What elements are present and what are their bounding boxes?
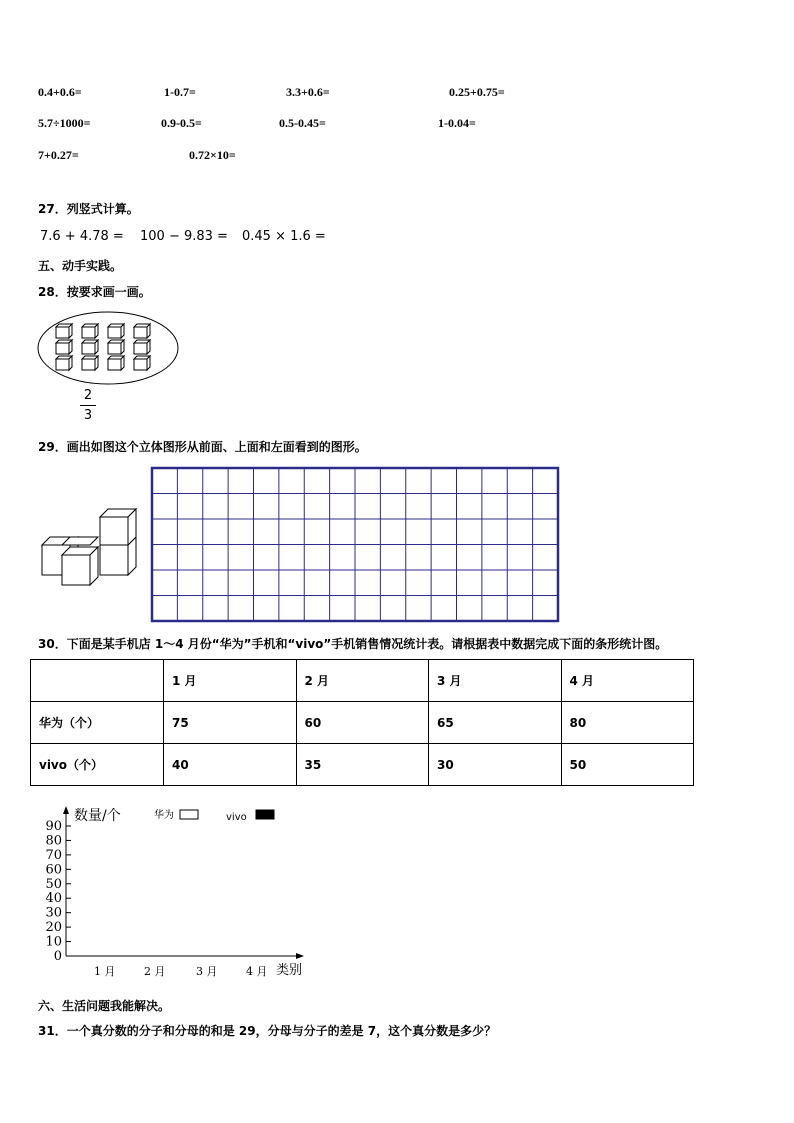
y-tick-label: 40 xyxy=(45,891,62,907)
small-cube-icon xyxy=(108,340,124,354)
sales-table xyxy=(30,659,694,786)
question-31: 31．一个真分数的分子和分母的和是 29，分母与分子的差是 7，这个真分数是多少？ xyxy=(38,1024,497,1038)
drawing-grid[interactable] xyxy=(150,466,560,623)
y-tick-label: 0 xyxy=(53,949,62,964)
table-cell: 80 xyxy=(561,702,694,744)
table-cell xyxy=(31,660,164,702)
fraction-denominator: 3 xyxy=(83,408,93,423)
small-cube-icon xyxy=(108,324,124,338)
table-header-row xyxy=(31,660,694,702)
vertical-calc-expr: 0.45 × 1.6 = xyxy=(242,229,326,244)
x-category-label: 4 月 xyxy=(246,965,268,978)
table-row xyxy=(31,702,694,744)
table-cell: 65 xyxy=(429,702,562,744)
legend-label: 华为 xyxy=(154,810,174,821)
legend-swatch-filled xyxy=(256,810,274,819)
calc-item: 5.7÷1000= xyxy=(38,116,91,130)
y-tick-label: 90 xyxy=(45,819,62,834)
x-category-label: 2 月 xyxy=(144,965,166,978)
y-tick-label: 80 xyxy=(45,833,62,849)
table-cell: 30 xyxy=(429,744,562,786)
y-axis-label: 数量/个 xyxy=(74,808,121,824)
legend-label: vivo xyxy=(226,812,247,823)
table-cell: 50 xyxy=(561,744,694,786)
y-tick-label: 50 xyxy=(45,876,62,892)
table-cell: 40 xyxy=(164,744,297,786)
question-27: 27．列竖式计算。 xyxy=(38,202,139,216)
table-cell: 75 xyxy=(164,702,297,744)
table-cell: 35 xyxy=(296,744,429,786)
question-29: 29．画出如图这个立体图形从前面、上面和左面看到的图形。 xyxy=(38,440,367,454)
cube-group-figure xyxy=(36,310,180,386)
small-cube-icon xyxy=(134,356,150,370)
y-tick-label: 20 xyxy=(45,920,62,936)
small-cube-icon xyxy=(56,324,72,338)
x-axis-arrow-icon xyxy=(296,953,304,959)
section-heading: 六、生活问题我能解决。 xyxy=(38,999,171,1013)
calc-item: 1-0.7= xyxy=(164,85,196,99)
table-cell: 4 月 xyxy=(561,660,694,702)
cube-group xyxy=(56,324,150,370)
question-28: 28．按要求画一画。 xyxy=(38,285,151,299)
vertical-calc-expr: 100 − 9.83 = xyxy=(140,229,228,244)
x-category-label: 1 月 xyxy=(94,965,116,978)
table-cell: 2 月 xyxy=(296,660,429,702)
small-cube-icon xyxy=(108,356,124,370)
small-cube-icon xyxy=(82,356,98,370)
vertical-calc-expr: 7.6 + 4.78 = xyxy=(40,229,124,244)
table-cell: vivo（个） xyxy=(31,744,164,786)
solid-figure xyxy=(38,505,138,590)
calc-item: 3.3+0.6= xyxy=(286,85,330,99)
calc-item: 0.25+0.75= xyxy=(449,85,505,99)
calc-item: 0.5-0.45= xyxy=(279,116,326,130)
calc-item: 0.9-0.5= xyxy=(161,116,202,130)
table-cell: 3 月 xyxy=(429,660,562,702)
calc-item: 0.4+0.6= xyxy=(38,85,82,99)
y-tick-label: 10 xyxy=(45,934,62,950)
small-cube-icon xyxy=(134,324,150,338)
calc-item: 1-0.04= xyxy=(438,116,476,130)
x-axis-label: 类别 xyxy=(276,963,303,978)
legend-swatch-hollow xyxy=(180,810,198,819)
question-30: 30．下面是某手机店 1～4 月份“华为”手机和“vivo”手机销售情况统计表。请根据表中数据完成下面的条形统计图。 xyxy=(38,637,668,651)
table-cell: 华为（个） xyxy=(31,702,164,744)
small-cube-icon xyxy=(82,340,98,354)
small-cube-icon xyxy=(56,356,72,370)
small-cube-icon xyxy=(82,324,98,338)
calc-item: 7+0.27= xyxy=(38,148,79,162)
y-tick-label: 60 xyxy=(45,862,62,878)
calc-item: 0.72×10= xyxy=(189,148,236,162)
fraction-numerator: 2 xyxy=(83,388,93,403)
section-heading: 五、动手实践。 xyxy=(38,259,123,273)
fraction-two-thirds xyxy=(80,388,96,423)
small-cube-icon xyxy=(56,340,72,354)
y-tick-label: 30 xyxy=(45,905,62,921)
bar-chart[interactable] xyxy=(30,800,320,985)
table-cell: 60 xyxy=(296,702,429,744)
y-axis-arrow-icon xyxy=(63,806,69,814)
table-row xyxy=(31,744,694,786)
table-cell: 1 月 xyxy=(164,660,297,702)
small-cube-icon xyxy=(134,340,150,354)
y-tick-label: 70 xyxy=(45,847,62,863)
x-category-label: 3 月 xyxy=(196,965,218,978)
